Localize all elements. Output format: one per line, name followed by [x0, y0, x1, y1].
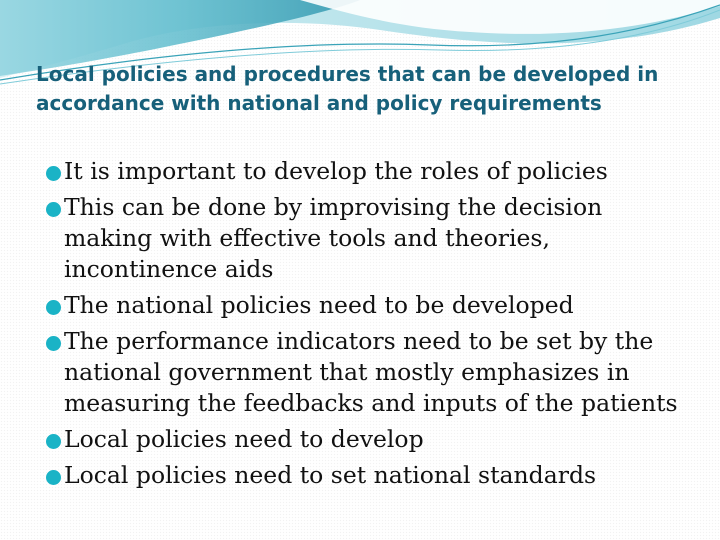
bullet-text: The national policies need to be developed [64, 291, 574, 319]
bullet-dot-icon [46, 434, 61, 449]
bullet-list [44, 156, 684, 496]
bullet-dot-icon [46, 300, 61, 315]
bullet-item [44, 192, 684, 285]
bullet-item [44, 326, 684, 419]
bullet-item [44, 156, 684, 187]
bullet-item [44, 460, 684, 491]
bullet-text: Local policies need to set national standards [64, 461, 597, 489]
bullet-text: It is important to develop the roles of policies [64, 157, 608, 185]
bullet-item [44, 290, 684, 321]
bullet-text: Local policies need to develop [64, 425, 424, 453]
bullet-dot-icon [46, 166, 61, 181]
bullet-text: The performance indicators need to be set by the national government that mostly emphasizes in measuring the feedbacks and inputs of the patients [64, 327, 678, 417]
bullet-dot-icon [46, 202, 61, 217]
slide-title: Local policies and procedures that can be developed in accordance with national and policy requirements [36, 62, 659, 115]
bullet-item [44, 424, 684, 455]
bullet-text: This can be done by improvising the decision making with effective tools and theories, incontinence aids [64, 193, 603, 283]
bullet-dot-icon [46, 470, 61, 485]
bullet-dot-icon [46, 336, 61, 351]
